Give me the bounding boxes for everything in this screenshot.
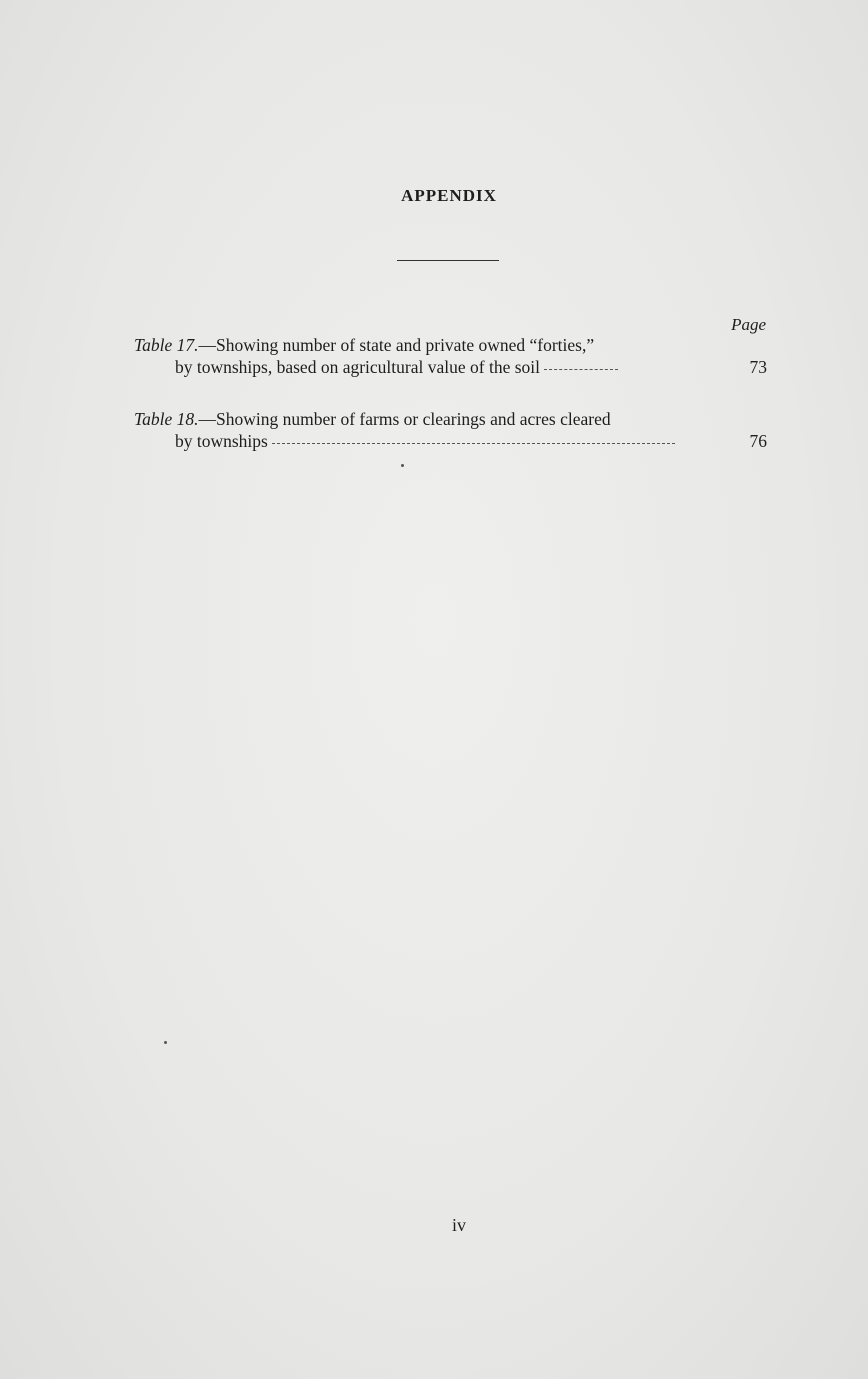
table-label: Table 17. <box>134 335 199 355</box>
page-number: 73 <box>749 357 767 377</box>
dot-leader <box>544 369 618 370</box>
entry-title: —Showing number of farms or clearings and acres cleared <box>198 409 611 429</box>
toc-entry-table-18 <box>134 408 767 452</box>
entry-line-1 <box>134 334 767 356</box>
table-label: Table 18. <box>134 409 199 429</box>
page-column-label: Page <box>731 315 766 334</box>
appendix-heading: APPENDIX <box>401 186 497 205</box>
entry-line-2 <box>134 430 767 452</box>
paper-speck <box>164 1041 167 1044</box>
dot-leader <box>272 443 675 444</box>
page-folio: iv <box>451 1215 466 1235</box>
paper-speck <box>401 464 404 467</box>
entry-title-continued: by townships <box>175 431 268 451</box>
entry-title: —Showing number of state and private owned “forties,” <box>198 335 595 355</box>
toc-entry-table-17 <box>134 334 767 378</box>
entry-line-1 <box>134 408 767 430</box>
entry-title-continued: by townships, based on agricultural value of the soil <box>175 357 540 377</box>
page-number: 76 <box>749 431 767 451</box>
heading-rule <box>397 260 499 261</box>
entry-line-2 <box>134 356 767 378</box>
